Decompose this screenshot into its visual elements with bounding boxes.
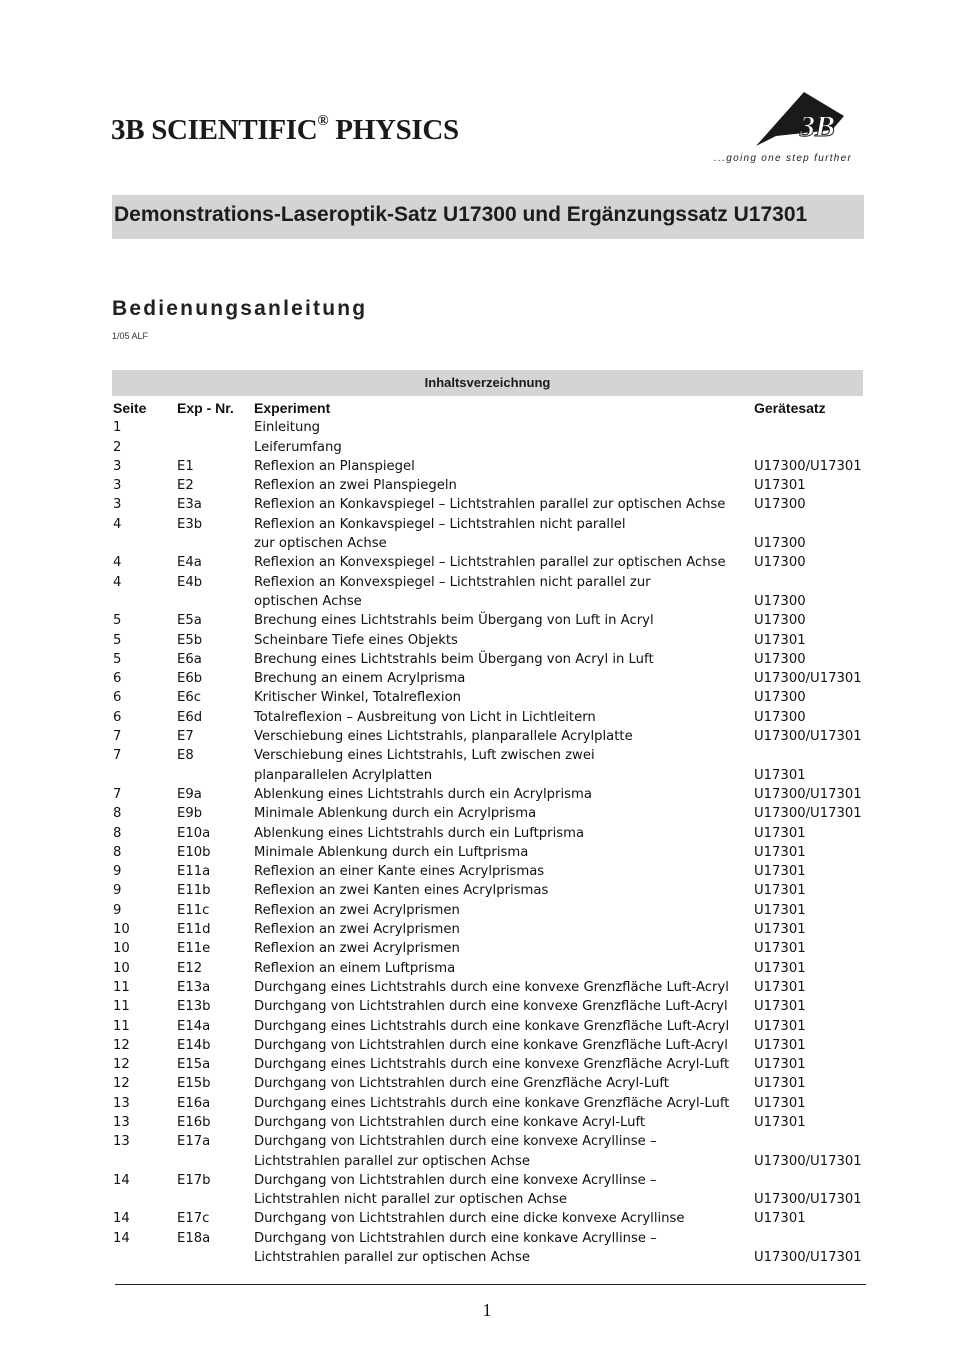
toc-set-cell: U17301 — [754, 1114, 806, 1130]
table-row — [113, 476, 865, 495]
toc-page-cell: 4 — [113, 555, 122, 571]
table-row — [113, 592, 865, 611]
toc-exp-cell: E5a — [177, 613, 202, 629]
toc-page-cell: 3 — [113, 497, 122, 513]
toc-set-cell: U17300 — [754, 497, 806, 513]
toc-exp-cell: E8 — [177, 748, 194, 764]
toc-exp-cell: E16a — [177, 1095, 211, 1111]
toc-exp-cell — [177, 1152, 254, 1171]
toc-exp-cell — [177, 1248, 254, 1267]
toc-page-cell: 13 — [113, 1114, 130, 1130]
table-row — [113, 1209, 865, 1228]
table-row — [113, 1055, 865, 1074]
toc-experiment-cell: Reflexion an zwei Acrylprismen — [254, 941, 460, 957]
table-row — [113, 418, 865, 437]
table-row — [113, 939, 865, 958]
toc-exp-cell: E12 — [177, 960, 203, 976]
toc-page-cell: 11 — [113, 1018, 130, 1034]
toc-exp-cell: E7 — [177, 729, 194, 745]
table-row — [113, 631, 865, 650]
toc-set-cell — [754, 573, 865, 592]
toc-experiment-cell: Reflexion an Konkavspiegel – Lichtstrahlen nicht parallel — [254, 516, 626, 532]
toc-experiment-cell: Reflexion an Planspiegel — [254, 458, 415, 474]
toc-exp-cell: E17b — [177, 1172, 211, 1188]
toc-set-cell: U17300/U17301 — [754, 786, 862, 802]
table-row — [113, 862, 865, 881]
toc-exp-cell: E15b — [177, 1076, 211, 1092]
toc-exp-cell: E9a — [177, 786, 202, 802]
toc-exp-cell: E11d — [177, 922, 211, 938]
toc-exp-cell: E6a — [177, 651, 202, 667]
toc-page-cell: 12 — [113, 1037, 130, 1053]
toc-exp-cell: E18a — [177, 1230, 211, 1246]
table-row — [113, 650, 865, 669]
table-row — [113, 978, 865, 997]
toc-experiment-cell: Durchgang von Lichtstrahlen durch eine Grenzfläche Acryl-Luft — [254, 1076, 669, 1092]
table-row — [113, 881, 865, 900]
toc-exp-cell: E15a — [177, 1057, 211, 1073]
toc-exp-cell — [177, 766, 254, 785]
toc-experiment-cell: Reflexion an Konvexspiegel – Lichtstrahlen parallel zur optischen Achse — [254, 555, 726, 571]
toc-page-cell: 14 — [113, 1172, 130, 1188]
toc-exp-cell: E9b — [177, 806, 203, 822]
column-header-exp-nr: Exp - Nr. — [177, 400, 234, 416]
svg-text:3B: 3B — [800, 110, 836, 143]
toc-set-cell: U17301 — [754, 864, 806, 880]
toc-exp-cell — [177, 534, 254, 553]
toc-page-cell: 8 — [113, 825, 122, 841]
toc-experiment-cell: Kritischer Winkel, Totalreflexion — [254, 690, 461, 706]
table-row — [113, 1094, 865, 1113]
toc-experiment-cell: Brechung eines Lichtstrahls beim Übergang von Acryl in Luft — [254, 651, 654, 667]
toc-exp-cell: E3a — [177, 497, 202, 513]
table-row — [113, 1113, 865, 1132]
page-number: 1 — [482, 1300, 492, 1320]
table-row — [113, 959, 865, 978]
toc-page-cell: 10 — [113, 922, 130, 938]
toc-exp-cell: E11c — [177, 902, 210, 918]
table-row — [113, 457, 865, 476]
table-row — [113, 1190, 865, 1209]
toc-page-cell: 13 — [113, 1095, 130, 1111]
toc-page-cell: 9 — [113, 902, 122, 918]
table-row — [113, 708, 865, 727]
column-header-geraetesatz: Gerätesatz — [754, 400, 826, 416]
toc-set-cell: U17301 — [754, 960, 806, 976]
toc-set-cell: U17301 — [754, 767, 806, 783]
brand-suffix: PHYSICS — [335, 114, 459, 146]
toc-experiment-cell: Reflexion an zwei Planspiegeln — [254, 478, 457, 494]
toc-exp-cell: E11b — [177, 883, 211, 899]
toc-experiment-cell: Totalreflexion – Ausbreitung von Licht in Lichtleitern — [254, 709, 596, 725]
table-row — [113, 746, 865, 765]
title-bar — [112, 195, 864, 239]
toc-page-cell: 9 — [113, 883, 122, 899]
toc-exp-cell: E5b — [177, 632, 203, 648]
toc-set-cell: U17301 — [754, 478, 806, 494]
toc-set-cell: U17300/U17301 — [754, 1153, 862, 1169]
toc-experiment-cell: Verschiebung eines Lichtstrahls, Luft zwischen zwei — [254, 748, 595, 764]
toc-experiment-cell: Durchgang von Lichtstrahlen durch eine konkave Grenzfläche Luft-Acryl — [254, 1037, 728, 1053]
toc-set-cell: U17301 — [754, 922, 806, 938]
toc-page-cell: 5 — [113, 651, 122, 667]
toc-set-cell — [754, 515, 865, 534]
toc-experiment-cell: Durchgang von Lichtstrahlen durch eine konkave Acryl-Luft — [254, 1114, 646, 1130]
toc-page-cell: 12 — [113, 1076, 130, 1092]
toc-page-cell — [113, 1248, 177, 1267]
document-subtitle: Bedienungsanleitung — [112, 297, 368, 320]
toc-experiment-cell: Brechung eines Lichtstrahls beim Übergang von Luft in Acryl — [254, 613, 654, 629]
toc-experiment-cell: Durchgang von Lichtstrahlen durch eine konvexe Acryllinse – — [254, 1134, 657, 1150]
toc-exp-cell: E2 — [177, 478, 194, 494]
table-row — [113, 804, 865, 823]
toc-exp-cell: E17c — [177, 1211, 210, 1227]
table-row — [113, 727, 865, 746]
table-row — [113, 1171, 865, 1190]
toc-page-cell: 5 — [113, 632, 122, 648]
toc-set-cell: U17301 — [754, 1057, 806, 1073]
table-row — [113, 534, 865, 553]
toc-exp-cell: E3b — [177, 516, 203, 532]
toc-experiment-cell: Reflexion an Konvexspiegel – Lichtstrahlen nicht parallel zur — [254, 574, 651, 590]
toc-exp-cell: E6d — [177, 709, 203, 725]
toc-set-cell: U17301 — [754, 979, 806, 995]
toc-body — [113, 399, 865, 1267]
toc-page-cell: 1 — [113, 420, 122, 436]
toc-set-cell: U17300 — [754, 690, 806, 706]
toc-exp-cell — [177, 438, 254, 457]
toc-exp-cell: E6c — [177, 690, 201, 706]
table-row — [113, 1132, 865, 1151]
toc-exp-cell: E11a — [177, 864, 211, 880]
toc-exp-cell: E10a — [177, 825, 211, 841]
toc-page-cell: 7 — [113, 786, 122, 802]
toc-set-cell: U17300 — [754, 555, 806, 571]
toc-set-cell: U17300 — [754, 709, 806, 725]
table-row — [113, 785, 865, 804]
document-title: Demonstrations-Laseroptik-Satz U17300 und Ergänzungssatz U17301 — [114, 203, 808, 226]
toc-set-cell: U17301 — [754, 941, 806, 957]
toc-page-cell: 14 — [113, 1230, 130, 1246]
toc-page-cell: 11 — [113, 999, 130, 1015]
table-row — [113, 688, 865, 707]
toc-exp-cell: E14a — [177, 1018, 211, 1034]
toc-set-cell — [754, 1132, 865, 1151]
table-row — [113, 997, 865, 1016]
footer-rule — [115, 1284, 866, 1285]
toc-page-cell: 6 — [113, 671, 122, 687]
toc-set-cell: U17300/U17301 — [754, 729, 862, 745]
toc-experiment-cell: Durchgang eines Lichtstrahls durch eine konvexe Grenzfläche Luft-Acryl — [254, 979, 729, 995]
toc-page-cell: 11 — [113, 979, 130, 995]
toc-exp-cell: E14b — [177, 1037, 211, 1053]
toc-experiment-cell: Lichtstrahlen nicht parallel zur optischen Achse — [254, 1192, 567, 1208]
toc-experiment-cell: Reflexion an Konkavspiegel – Lichtstrahlen parallel zur optischen Achse — [254, 497, 726, 513]
table-row — [113, 843, 865, 862]
toc-page-cell — [113, 592, 177, 611]
toc-page-cell: 7 — [113, 729, 122, 745]
toc-experiment-cell: Ablenkung eines Lichtstrahls durch ein Luftprisma — [254, 825, 585, 841]
toc-table — [113, 399, 865, 1267]
toc-exp-cell: E4b — [177, 574, 203, 590]
toc-page-cell: 4 — [113, 516, 122, 532]
toc-page-cell: 6 — [113, 690, 122, 706]
toc-exp-cell: E16b — [177, 1114, 211, 1130]
tagline: ...going one step further — [714, 153, 853, 164]
toc-experiment-cell: Brechung an einem Acrylprisma — [254, 671, 466, 687]
table-row — [113, 1017, 865, 1036]
table-row — [113, 438, 865, 457]
toc-set-cell — [754, 746, 865, 765]
toc-experiment-cell: Reflexion an zwei Acrylprismen — [254, 922, 460, 938]
table-row — [113, 669, 865, 688]
toc-page-cell: 3 — [113, 478, 122, 494]
toc-page-cell — [113, 766, 177, 785]
toc-page-cell — [113, 1190, 177, 1209]
toc-exp-cell: E13b — [177, 999, 211, 1015]
toc-experiment-cell: Minimale Ablenkung durch ein Luftprisma — [254, 844, 529, 860]
toc-set-cell: U17300/U17301 — [754, 1250, 862, 1266]
table-row — [113, 1152, 865, 1171]
toc-experiment-cell: Scheinbare Tiefe eines Objekts — [254, 632, 458, 648]
toc-heading: Inhaltsverzeichnung — [112, 370, 863, 396]
toc-experiment-cell: Einleitung — [254, 420, 321, 436]
toc-experiment-cell: Durchgang eines Lichtstrahls durch eine konvexe Grenzfläche Acryl-Luft — [254, 1057, 730, 1073]
table-row — [113, 515, 865, 534]
toc-set-cell: U17301 — [754, 1211, 806, 1227]
toc-page-cell: 13 — [113, 1134, 130, 1150]
toc-page-cell — [113, 1152, 177, 1171]
toc-set-cell: U17301 — [754, 1095, 806, 1111]
toc-set-cell: U17300/U17301 — [754, 671, 862, 687]
toc-experiment-cell: Minimale Ablenkung durch ein Acrylprisma — [254, 806, 537, 822]
toc-set-cell: U17300 — [754, 613, 806, 629]
toc-page-cell: 6 — [113, 709, 122, 725]
toc-set-cell: U17301 — [754, 999, 806, 1015]
table-row — [113, 1036, 865, 1055]
toc-experiment-cell: Reflexion an zwei Acrylprismen — [254, 902, 460, 918]
table-row — [113, 1229, 865, 1248]
toc-exp-cell: E6b — [177, 671, 203, 687]
toc-page-cell: 4 — [113, 574, 122, 590]
toc-page-cell: 8 — [113, 844, 122, 860]
toc-exp-cell — [177, 1190, 254, 1209]
toc-header-row — [113, 399, 865, 418]
toc-page-cell — [113, 534, 177, 553]
toc-experiment-cell: Durchgang von Lichtstrahlen durch eine konvexe Acryllinse – — [254, 1172, 657, 1188]
table-row — [113, 766, 865, 785]
toc-set-cell: U17301 — [754, 825, 806, 841]
toc-experiment-cell: Durchgang eines Lichtstrahls durch eine konkave Grenzfläche Acryl-Luft — [254, 1095, 730, 1111]
toc-set-cell: U17301 — [754, 1076, 806, 1092]
table-row — [113, 495, 865, 514]
toc-set-cell: U17301 — [754, 1037, 806, 1053]
table-row — [113, 1074, 865, 1093]
toc-page-cell: 10 — [113, 960, 130, 976]
toc-experiment-cell: Reflexion an einer Kante eines Acrylprismas — [254, 864, 545, 880]
toc-page-cell: 14 — [113, 1211, 130, 1227]
toc-experiment-cell: Durchgang eines Lichtstrahls durch eine konkave Grenzfläche Luft-Acryl — [254, 1018, 730, 1034]
toc-page-cell: 7 — [113, 748, 122, 764]
toc-experiment-cell: Verschiebung eines Lichtstrahls, planparallele Acrylplatte — [254, 729, 633, 745]
toc-page-cell: 12 — [113, 1057, 130, 1073]
toc-experiment-cell: Durchgang von Lichtstrahlen durch eine konkave Acryllinse – — [254, 1230, 657, 1246]
column-header-experiment: Experiment — [254, 400, 331, 416]
toc-set-cell: U17301 — [754, 844, 806, 860]
toc-page-cell: 8 — [113, 806, 122, 822]
toc-set-cell — [754, 418, 865, 437]
toc-experiment-cell: Reflexion an einem Luftprisma — [254, 960, 456, 976]
toc-set-cell: U17300/U17301 — [754, 1192, 862, 1208]
toc-experiment-cell: Lichtstrahlen parallel zur optischen Achse — [254, 1250, 530, 1266]
toc-set-cell — [754, 1171, 865, 1190]
toc-set-cell: U17300 — [754, 651, 806, 667]
toc-page-cell: 9 — [113, 864, 122, 880]
toc-exp-cell: E1 — [177, 458, 194, 474]
column-header-seite: Seite — [113, 400, 147, 416]
toc-experiment-cell: optischen Achse — [254, 593, 362, 609]
toc-exp-cell: E17a — [177, 1134, 211, 1150]
table-row — [113, 611, 865, 630]
toc-page-cell: 5 — [113, 613, 122, 629]
toc-set-cell: U17301 — [754, 883, 806, 899]
toc-page-cell: 3 — [113, 458, 122, 474]
toc-experiment-cell: Durchgang von Lichtstrahlen durch eine konvexe Grenzfläche Luft-Acryl — [254, 999, 728, 1015]
table-row — [113, 573, 865, 592]
toc-exp-cell: E10b — [177, 844, 211, 860]
toc-exp-cell: E4a — [177, 555, 202, 571]
toc-page-cell: 10 — [113, 941, 130, 957]
toc-set-cell: U17300/U17301 — [754, 806, 862, 822]
toc-exp-cell: E13a — [177, 979, 211, 995]
toc-experiment-cell: Ablenkung eines Lichtstrahls durch ein Acrylprisma — [254, 786, 592, 802]
toc-exp-cell: E11e — [177, 941, 211, 957]
toc-experiment-cell: Durchgang von Lichtstrahlen durch eine dicke konvexe Acryllinse — [254, 1211, 685, 1227]
toc-page-cell: 2 — [113, 439, 122, 455]
toc-experiment-cell: planparallelen Acrylplatten — [254, 767, 433, 783]
version-code: 1/05 ALF — [112, 331, 149, 341]
registered-mark: ® — [317, 113, 329, 130]
brand-name: 3B SCIENTIFIC — [111, 114, 318, 146]
toc-exp-cell — [177, 592, 254, 611]
toc-experiment-cell: Leiferumfang — [254, 439, 342, 455]
toc-experiment-cell: Reflexion an zwei Kanten eines Acrylprismas — [254, 883, 549, 899]
table-row — [113, 553, 865, 572]
toc-set-cell — [754, 438, 865, 457]
toc-experiment-cell: Lichtstrahlen parallel zur optischen Achse — [254, 1153, 530, 1169]
table-row — [113, 1248, 865, 1267]
toc-experiment-cell: zur optischen Achse — [254, 536, 387, 552]
table-row — [113, 824, 865, 843]
toc-set-cell: U17301 — [754, 632, 806, 648]
table-row — [113, 901, 865, 920]
toc-set-cell: U17301 — [754, 1018, 806, 1034]
table-row — [113, 920, 865, 939]
toc-set-cell: U17301 — [754, 902, 806, 918]
toc-set-cell — [754, 1229, 865, 1248]
brand-title — [111, 114, 459, 147]
toc-exp-cell — [177, 418, 254, 437]
toc-set-cell: U17300 — [754, 536, 806, 552]
toc-set-cell: U17300/U17301 — [754, 458, 862, 474]
toc-set-cell: U17300 — [754, 593, 806, 609]
